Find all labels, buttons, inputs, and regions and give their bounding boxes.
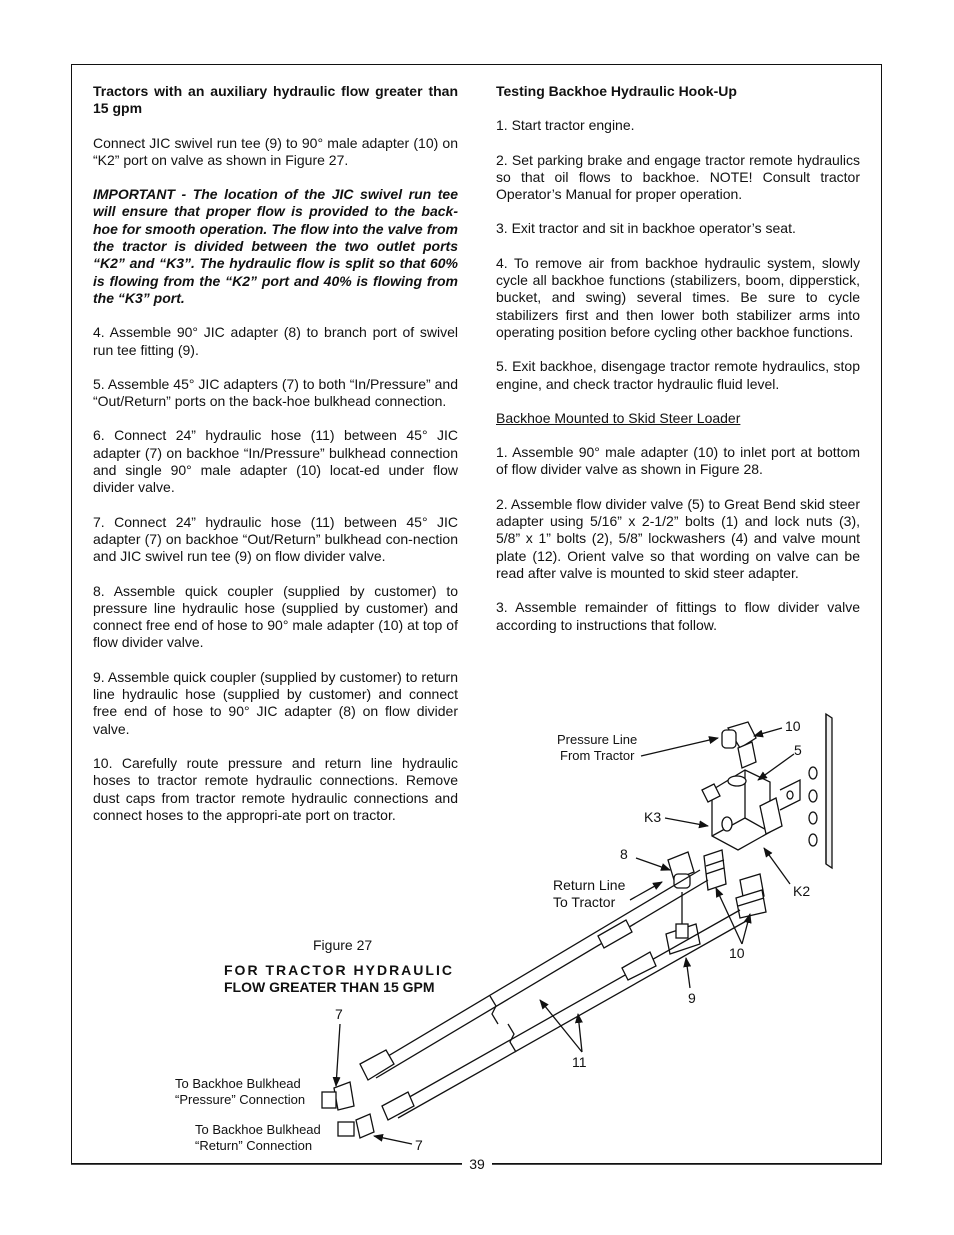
label-k2: K2 <box>793 883 811 899</box>
lower-male-adapter-fitting <box>736 874 766 918</box>
label-part-7-bottom: 7 <box>415 1137 423 1153</box>
bulkhead-adapters-7 <box>322 1082 374 1138</box>
label-part-7-top: 7 <box>335 1006 343 1022</box>
top-male-adapter-fitting <box>722 722 756 768</box>
step-7: 7. Connect 24” hydraulic hose (11) between 45° JIC adapter (7) on backhoe “Out/Return” bulkhead con-nection and JIC swivel run tee (9) on flow divider valve. <box>93 513 458 565</box>
skid-step-2: 2. Assemble flow divider valve (5) to Great Bend skid steer adapter using 5/16” x 2-1/2” bolts (1) and lock nuts (3), 5/8” x 1” bolts (2), 5/8” lockwashers (4) and valve mount plate (12). Orient valve so that wording on valve can be read after valve is mounted to skid steer adapter. <box>496 495 860 581</box>
step-6: 6. Connect 24” hydraulic hose (11) between 45° JIC adapter (7) on backhoe “In/Pressure” bulkhead connection and single 90° male adapter (10) locat-ed under flow divider valve. <box>93 427 458 496</box>
label-bulkhead-pressure-2: “Pressure” Connection <box>175 1091 306 1107</box>
test-step-2: 2. Set parking brake and engage tractor remote hydraulics so that oil flows to backhoe. NOTE! Consult tractor Operator’s Manual for proper operation. <box>496 151 860 203</box>
label-part-5: 5 <box>794 742 802 758</box>
step-10: 10. Carefully route pressure and return line hydraulic hoses to tractor remote hydraulic connections. Remove dust caps from tractor remote hydraulic connections and connect hoses to the appropri-ate port on tractor. <box>93 754 458 823</box>
label-return-line-2: To Tractor <box>553 894 616 910</box>
label-part-10-bottom: 10 <box>729 945 745 961</box>
step-5: 5. Assemble 45° JIC adapters (7) to both “In/Pressure” and “Out/Return” ports on the back-hoe bulkhead connection. <box>93 375 458 410</box>
label-pressure-line-2: From Tractor <box>560 747 635 763</box>
figure-title <box>224 962 454 996</box>
section-heading-flow: Tractors with an auxiliary hydraulic flow greater than 15 gpm <box>93 83 458 117</box>
paragraph-connect-tee: Connect JIC swivel run tee (9) to 90° male adapter (10) on “K2” port on valve as shown in Figure 27. <box>93 134 458 168</box>
mounting-plate <box>780 714 832 868</box>
step-8: 8. Assemble quick coupler (supplied by customer) to pressure line hydraulic hose (supplied by customer) and connect free end of hose to 90° male adapter (10) at top of flow divider valve. <box>93 582 458 651</box>
label-k3: K3 <box>644 809 662 825</box>
test-step-3: 3. Exit tractor and sit in backhoe operator’s seat. <box>496 220 796 237</box>
label-pressure-line <box>557 732 637 763</box>
skid-step-1: 1. Assemble 90° male adapter (10) to inlet port at bottom of flow divider valve as shown in Figure 28. <box>496 444 860 478</box>
label-pressure-line-1: Pressure Line <box>557 732 638 747</box>
page-number: 39 <box>462 1156 492 1172</box>
label-return-line <box>553 877 625 911</box>
label-bulkhead-return-2: “Return” Connection <box>195 1137 313 1153</box>
figure-caption: Figure 27 <box>313 937 373 953</box>
label-bulkhead-return <box>195 1122 321 1153</box>
label-return-line-1: Return Line <box>553 877 626 893</box>
test-step-5: 5. Exit backhoe, disengage tractor remote hydraulics, stop engine, and check tractor hydraulic fluid level. <box>496 358 860 392</box>
label-bulkhead-pressure <box>175 1076 305 1107</box>
label-part-10-top: 10 <box>785 718 801 734</box>
label-bulkhead-return-1: To Backhoe Bulkhead <box>195 1122 321 1137</box>
figure-title-line-2: FLOW GREATER THAN 15 GPM <box>224 979 435 995</box>
important-note: IMPORTANT - The location of the JIC swivel run tee will ensure that proper flow is provided to the back-hoe for smooth operation. The flow into the valve from the tractor is divided between the two outlet ports “K2” and “K3”. The hydraulic flow is split so that 60% is flowing from the “K2” port and 40% is flowing from the “K3” port. <box>93 186 458 306</box>
label-bulkhead-pressure-1: To Backhoe Bulkhead <box>175 1076 301 1091</box>
test-step-4: 4. To remove air from backhoe hydraulic system, slowly cycle all backhoe functions (stabilizers, boom, dipperstick, bucket, and swing) several times. Be sure to cycle stabilizers first and then lower both stabilizer arms into operating position before cycling other backhoe functions. <box>496 254 860 340</box>
flow-divider-valve <box>702 770 782 850</box>
skid-step-3: 3. Assemble remainder of fittings to flow divider valve according to instructions that follow. <box>496 599 860 633</box>
step-4: 4. Assemble 90° JIC adapter (8) to branch port of swivel run tee fitting (9). <box>93 324 458 358</box>
label-part-9: 9 <box>688 990 696 1006</box>
step-9: 9. Assemble quick coupler (supplied by customer) to return line hydraulic hose (supplied by customer) and connect free end of hose to 90° JIC adapter (8) on flow divider valve. <box>93 668 458 737</box>
subheading-skid-steer: Backhoe Mounted to Skid Steer Loader <box>496 409 741 426</box>
test-step-1: 1. Start tractor engine. <box>496 117 635 134</box>
label-part-8: 8 <box>620 846 628 862</box>
figure-title-line-1: FOR TRACTOR HYDRAULIC <box>224 962 454 978</box>
section-heading-testing: Testing Backhoe Hydraulic Hook-Up <box>496 83 737 99</box>
label-part-11: 11 <box>572 1054 587 1070</box>
